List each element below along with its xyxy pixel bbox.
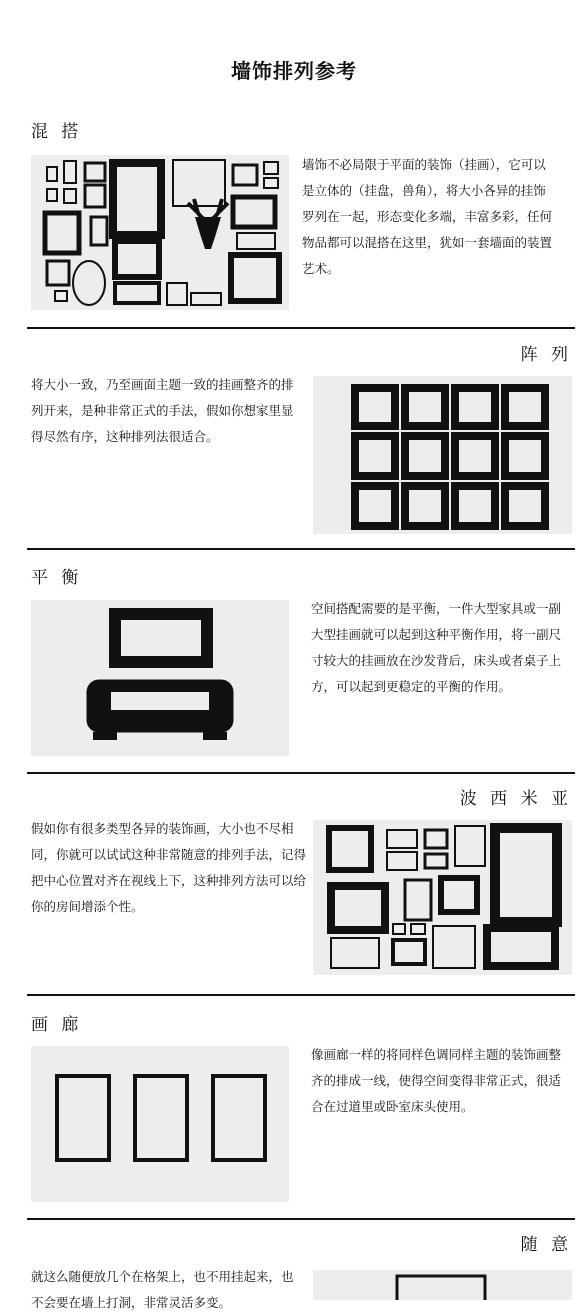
- section-title-casual: 随 意: [520, 1235, 572, 1255]
- section-title-gallery: 画 廊: [31, 1015, 83, 1035]
- section-title-mixed: 混 搭: [31, 122, 83, 142]
- bohemian-frames-icon: [313, 820, 572, 975]
- shelf-frame-icon: [313, 1270, 572, 1300]
- section-title-array: 阵 列: [520, 345, 572, 365]
- section-text-balance: 空间搭配需要的是平衡，一件大型家具或一副大型挂画就可以起到这种平衡作用，将一副尺寸较大的挂画放在沙发背后，床头或者桌子上方，可以起到更稳定的平衡的作用。: [311, 601, 562, 694]
- section-title-bohemian: 波 西 米 亚: [459, 789, 572, 809]
- section-divider: [27, 548, 575, 550]
- section-text-bohemian: 假如你有很多类型各异的装饰画，大小也不尽相同，你就可以试试这种非常随意的排列手法，记得把中心位置对齐在视线上下，这种排列方法可以给你的房间增添个性。: [31, 821, 307, 914]
- section-title-balance: 平 衡: [31, 568, 83, 588]
- section-text-array: 将大小一致，乃至画面主题一致的挂画整齐的排列开来，是种非常正式的手法，假如你想家里显得尽然有序，这种排列法很适合。: [31, 377, 294, 444]
- section-divider: [27, 327, 575, 329]
- section-divider: [27, 772, 575, 774]
- section-text-casual: 就这么随便放几个在格架上，也不用挂起来，也不会要在墙上打洞，非常灵活多变。: [31, 1269, 294, 1310]
- frame-grid-icon: [313, 376, 572, 534]
- page-title: 墙饰排列参考: [231, 59, 357, 83]
- section-text-gallery: 像画廊一样的将同样色调同样主题的装饰画整齐的排成一线，使得空间变得非常正式，很适合在过道里或卧室床头使用。: [311, 1047, 562, 1114]
- mixed-frames-with-antler-icon: [31, 155, 289, 310]
- section-text-mixed: 墙饰不必局限于平面的装饰（挂画），它可以是立体的（挂盘，兽角），将大小各异的挂饰罗列在一起，形态变化多端，丰富多彩，任何物品都可以混搭在这里，犹如一套墙面的装置艺术。: [302, 157, 553, 276]
- section-divider: [27, 994, 575, 996]
- section-divider: [27, 1218, 575, 1220]
- sofa-with-frame-icon: [31, 600, 289, 756]
- gallery-frames-icon: [31, 1046, 289, 1202]
